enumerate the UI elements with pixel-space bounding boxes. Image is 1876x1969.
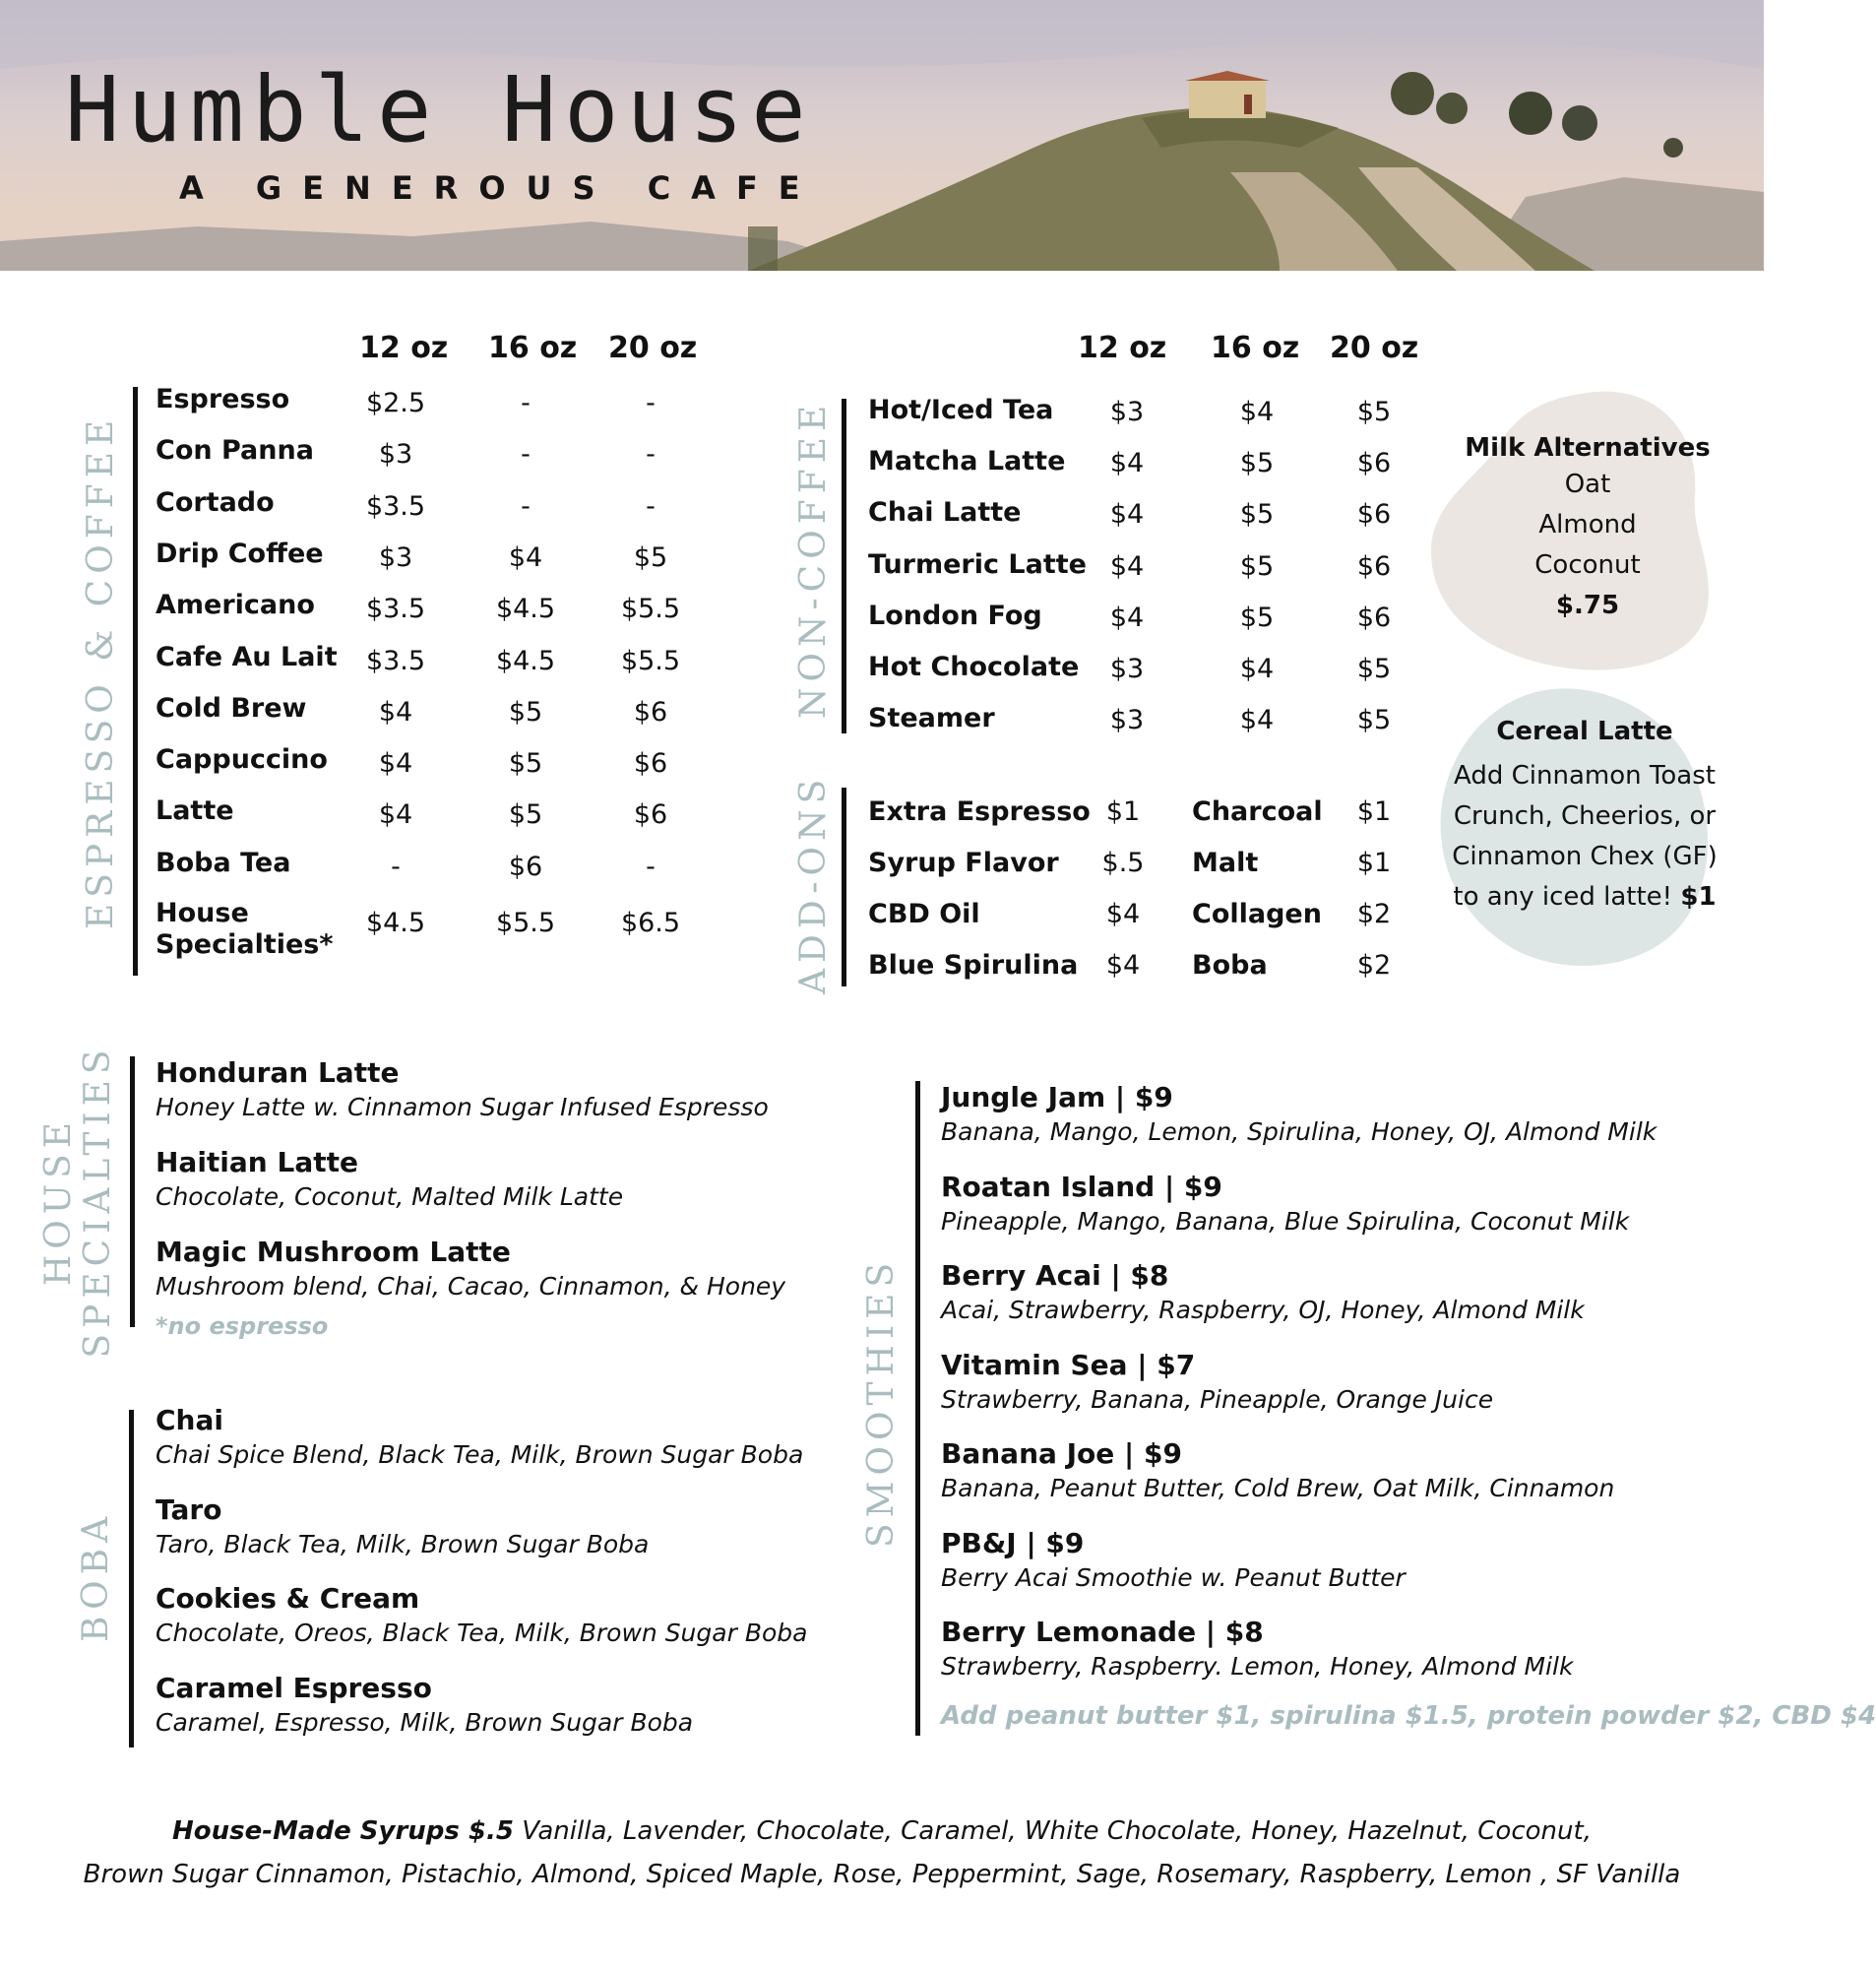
item-desc-chai: Chai Spice Blend, Black Tea, Milk, Brown Sugar Boba [156,1440,804,1469]
price-turmeric-latte-0: $4 [1109,550,1145,582]
price-matcha-latte-2: $6 [1356,448,1392,479]
item-name-honduran-latte: Honduran Latte [156,1056,400,1089]
price-drip-coffee-2: $5 [633,541,668,573]
cafe-subtitle: A GENEROUS CAFE [179,169,821,207]
price-americano-2: $5.5 [620,594,681,625]
item-name-magic-mushroom-latte: Magic Mushroom Latte [156,1236,511,1268]
item-desc-taro: Taro, Black Tea, Milk, Brown Sugar Boba [156,1529,650,1558]
item-name-berry-lemonade-8: Berry Lemonade | $8 [941,1616,1264,1648]
section-label-smoothies: SMOOTHIES [861,1256,902,1548]
list-item [156,1056,769,1121]
item-name-cookies-cream: Cookies & Cream [156,1582,420,1615]
menu-item-turmeric-latte: Turmeric Latte [868,548,1087,580]
item-name-caramel-espresso: Caramel Espresso [156,1671,432,1704]
size-header-20oz: 20 oz [608,331,698,365]
price-house-20oz: $6.5 [620,908,681,938]
section-divider [842,788,846,986]
item-name-taro: Taro [156,1493,222,1526]
price-steamer-2: $5 [1356,705,1392,736]
list-item [156,1493,649,1558]
price-boba-tea-2: - [646,851,656,882]
item-name-berry-acai-8: Berry Acai | $8 [941,1259,1169,1292]
price-turmeric-latte-1: $5 [1239,550,1275,582]
price-chai-latte-0: $4 [1109,499,1145,531]
price-chai-latte-1: $5 [1239,499,1275,531]
addon-price-syrup-flavor: $.5 [1101,848,1145,878]
house-label-line2: SPECIALTIES [78,1044,118,1359]
price-cold-brew-2: $6 [633,696,668,728]
item-desc-haitian-latte: Chocolate, Coconut, Malted Milk Latte [156,1182,624,1211]
cereal-latte-line4-text: to any iced latte! [1453,882,1673,912]
item-desc-jungle-jam-9: Banana, Mango, Lemon, Spirulina, Honey, OJ, Almond Milk [941,1117,1657,1146]
syrups-line-1 [0,1816,1764,1846]
item-desc-berry-lemonade-8: Strawberry, Raspberry. Lemon, Honey, Almond Milk [941,1652,1574,1681]
menu-item-boba-tea: Boba Tea [156,847,291,878]
section-label-add-ons: ADD-ONS [793,773,834,994]
syrups-line-2: Brown Sugar Cinnamon, Pistachio, Almond, Spiced Maple, Rose, Peppermint, Sage, Rosemary, Raspberry, Lemon , SF Vanilla [83,1860,1681,1889]
price-drip-coffee-0: $3 [378,541,413,573]
house-specialties-line2: Specialties* [156,929,334,960]
price-london-fog-0: $4 [1109,602,1145,633]
cereal-latte-title: Cereal Latte [1496,717,1673,746]
price-con-panna-0: $3 [378,439,413,471]
milk-option-oat: Oat [1564,470,1611,499]
cereal-latte-price: $1 [1680,882,1717,912]
addon-extra-espresso: Extra Espresso [868,796,1091,827]
price-espresso-1: - [521,388,531,418]
menu-item-cold-brew: Cold Brew [156,692,307,724]
section-divider [129,1410,134,1747]
price-cafe-au-lait-1: $4.5 [495,645,556,676]
price-hot-iced-tea-2: $5 [1356,397,1392,427]
syrups-label: House-Made Syrups $.5 [172,1816,514,1846]
milk-alternatives-box [1447,433,1728,626]
price-cappuccino-0: $4 [378,748,413,780]
price-turmeric-latte-2: $6 [1356,550,1392,582]
item-desc-vitamin-sea-7: Strawberry, Banana, Pineapple, Orange Juice [941,1384,1494,1414]
section-label-house-specialties [39,1044,118,1359]
price-hot-iced-tea-0: $3 [1109,397,1145,427]
section-label-espresso-coffee: ESPRESSO & COFFEE [81,413,121,929]
price-london-fog-1: $5 [1239,602,1275,633]
item-name-vitamin-sea-7: Vitamin Sea | $7 [941,1348,1196,1381]
list-item [941,1081,1657,1146]
milk-option-coconut: Coconut [1534,550,1641,580]
menu-item-drip-coffee: Drip Coffee [156,538,324,569]
list-item [941,1171,1629,1236]
section-label-boba: BOBA [76,1510,116,1642]
price-cortado-1: - [521,490,531,522]
menu-item-americano: Americano [156,590,315,621]
menu-item-con-panna: Con Panna [156,435,314,467]
price-cortado-2: - [646,490,656,522]
price-americano-1: $4.5 [495,594,556,625]
item-desc-berry-acai-8: Acai, Strawberry, Raspberry, OJ, Honey, Almond Milk [941,1296,1585,1324]
price-drip-coffee-1: $4 [508,541,543,573]
addon-cbd-oil: CBD Oil [868,899,980,929]
size-header-12oz: 12 oz [359,331,449,365]
addon-syrup-flavor: Syrup Flavor [868,848,1059,878]
smoothies-add-on-note: Add peanut butter $1, spirulina $1.5, protein powder $2, CBD $4 [941,1701,1876,1731]
price-boba-tea-0: - [391,851,401,882]
price-matcha-latte-1: $5 [1239,448,1275,479]
price-espresso-2: - [646,388,656,418]
price-latte-0: $4 [378,799,413,831]
price-london-fog-2: $6 [1356,602,1392,633]
price-americano-0: $3.5 [365,594,426,625]
addon-charcoal: Charcoal [1192,796,1323,827]
addon-price-blue-spirulina: $4 [1105,950,1141,981]
item-name-jungle-jam-9: Jungle Jam | $9 [941,1081,1173,1113]
list-item [156,1146,623,1211]
menu-item-cortado: Cortado [156,486,275,518]
price-con-panna-1: - [521,439,531,471]
section-divider [842,399,846,733]
addon-price-collagen: $2 [1356,899,1392,929]
size-header-12oz-nc: 12 oz [1078,331,1167,365]
addon-collagen: Collagen [1192,899,1322,929]
cereal-latte-box [1437,717,1732,918]
addon-boba: Boba [1192,950,1268,981]
price-latte-1: $5 [508,799,543,831]
cereal-latte-line4 [1437,877,1732,918]
house-label-line1: HOUSE [38,1115,79,1287]
menu-item-cappuccino: Cappuccino [156,744,328,776]
addon-price-cbd-oil: $4 [1105,899,1141,929]
size-header-16oz-nc: 16 oz [1211,331,1300,365]
list-item [941,1259,1585,1324]
menu-item-london-fog: London Fog [868,600,1042,631]
item-name-banana-joe-9: Banana Joe | $9 [941,1437,1182,1470]
item-name-roatan-island-9: Roatan Island | $9 [941,1170,1222,1203]
cereal-latte-line2: Crunch, Cheerios, or [1453,801,1717,831]
addon-price-malt: $1 [1356,848,1392,878]
menu-item-house-specialties [156,898,333,961]
price-boba-tea-1: $6 [508,851,543,882]
syrups-list-1: Vanilla, Lavender, Chocolate, Caramel, White Chocolate, Honey, Hazelnut, Coconut, [522,1816,1592,1846]
menu-item-chai-latte: Chai Latte [868,497,1022,529]
price-cortado-0: $3.5 [365,490,426,522]
price-cafe-au-lait-0: $3.5 [365,645,426,676]
menu-item-steamer: Steamer [868,703,995,734]
price-cafe-au-lait-2: $5.5 [620,645,681,676]
size-header-20oz-nc: 20 oz [1330,331,1419,365]
house-specialties-note: *no espresso [156,1312,329,1340]
price-chai-latte-2: $6 [1356,499,1392,531]
price-matcha-latte-0: $4 [1109,448,1145,479]
price-cappuccino-1: $5 [508,748,543,780]
list-item [941,1349,1493,1414]
section-divider [915,1081,920,1736]
menu-item-hot-chocolate: Hot Chocolate [868,652,1080,682]
price-house-12oz: $4.5 [365,908,426,938]
list-item [156,1672,693,1737]
list-item [941,1616,1573,1681]
price-hot-iced-tea-1: $4 [1239,397,1275,427]
list-item [941,1437,1614,1502]
price-espresso-0: $2.5 [365,388,426,418]
milk-alternatives-price: $.75 [1555,591,1620,620]
item-desc-banana-joe-9: Banana, Peanut Butter, Cold Brew, Oat Milk, Cinnamon [941,1474,1615,1502]
menu-item-espresso: Espresso [156,384,290,414]
milk-alternatives-title: Milk Alternatives [1465,433,1711,463]
list-item [941,1527,1406,1592]
price-house-16oz: $5.5 [495,908,556,938]
menu-item-cafe-au-lait: Cafe Au Lait [156,641,338,672]
price-cold-brew-1: $5 [508,696,543,728]
size-header-16oz: 16 oz [488,331,578,365]
price-cappuccino-2: $6 [633,748,668,780]
item-desc-pb-j-9: Berry Acai Smoothie w. Peanut Butter [941,1562,1406,1592]
item-desc-roatan-island-9: Pineapple, Mango, Banana, Blue Spirulina, Coconut Milk [941,1206,1630,1236]
section-divider [133,387,138,976]
menu-item-latte: Latte [156,795,234,827]
section-divider [130,1056,135,1327]
list-item [156,1404,803,1469]
cereal-latte-line3: Cinnamon Chex (GF) [1452,842,1718,871]
item-name-pb-j-9: PB&J | $9 [941,1526,1085,1559]
milk-option-almond: Almond [1538,510,1637,540]
header-banner [0,0,1764,271]
menu-item-matcha-latte: Matcha Latte [868,446,1066,477]
price-hot-chocolate-2: $5 [1356,654,1392,684]
price-steamer-0: $3 [1109,705,1145,736]
item-desc-caramel-espresso: Caramel, Espresso, Milk, Brown Sugar Boba [156,1707,694,1737]
house-specialties-line1: House [156,898,249,928]
cafe-title: Humble House [65,57,814,162]
price-cold-brew-0: $4 [378,696,413,728]
price-steamer-1: $4 [1239,705,1275,736]
list-item [156,1236,785,1301]
addon-blue-spirulina: Blue Spirulina [868,950,1079,981]
addon-malt: Malt [1192,848,1259,878]
price-hot-chocolate-1: $4 [1239,654,1275,684]
addon-price-extra-espresso: $1 [1105,796,1141,827]
price-latte-2: $6 [633,799,668,831]
section-label-non-coffee: NON-COFFEE [793,399,834,719]
price-hot-chocolate-0: $3 [1109,654,1145,684]
item-desc-honduran-latte: Honey Latte w. Cinnamon Sugar Infused Espresso [156,1093,769,1121]
addon-price-boba: $2 [1356,950,1392,981]
item-desc-magic-mushroom-latte: Mushroom blend, Chai, Cacao, Cinnamon, & Honey [156,1272,786,1301]
item-name-haitian-latte: Haitian Latte [156,1146,358,1178]
list-item [156,1582,807,1647]
menu-item-hot-iced-tea: Hot/Iced Tea [868,395,1054,425]
item-name-chai: Chai [156,1404,223,1436]
cereal-latte-line1: Add Cinnamon Toast [1454,761,1716,791]
item-desc-cookies-cream: Chocolate, Oreos, Black Tea, Milk, Brown Sugar Boba [156,1619,808,1647]
addon-price-charcoal: $1 [1356,796,1392,827]
price-con-panna-2: - [646,439,656,471]
